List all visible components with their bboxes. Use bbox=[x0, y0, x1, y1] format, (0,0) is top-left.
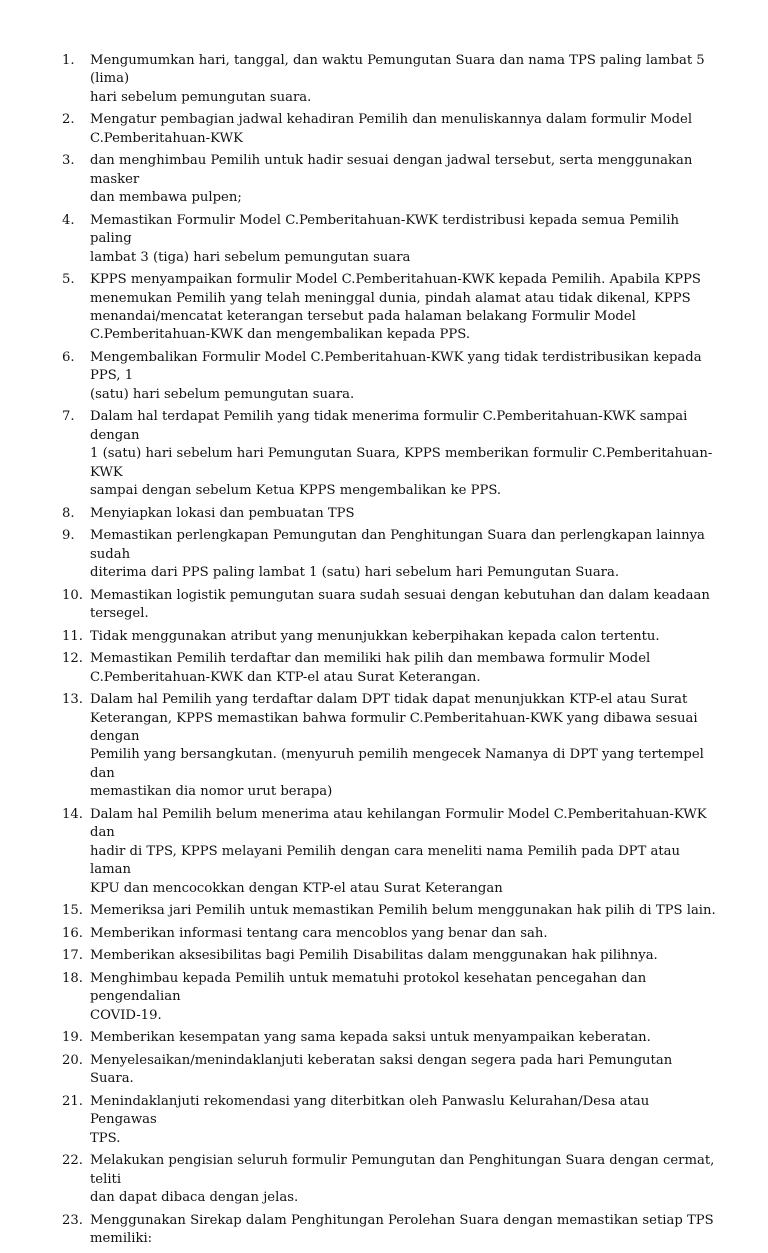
list-item-line: Melakukan pengisian seluruh formulir Pemungutan dan Penghitungan Suara dengan cermat, teliti bbox=[90, 1153, 715, 1187]
list-item-text bbox=[90, 527, 720, 582]
list-item-line: C.Pemberitahuan-KWK bbox=[90, 130, 243, 146]
list-item-line: Mengumumkan hari, tanggal, dan waktu Pemungutan Suara dan nama TPS paling lambat 5 (lima) bbox=[90, 53, 705, 87]
list-item-text bbox=[90, 212, 720, 267]
list-item bbox=[0, 111, 768, 148]
list-item-line: KPU dan mencocokkan dengan KTP-el atau Surat Keterangan bbox=[90, 880, 503, 896]
list-item-number-text: 6. bbox=[62, 350, 75, 366]
list-item-number-text: 21. bbox=[62, 1093, 83, 1109]
list-item-line: Memastikan Formulir Model C.Pemberitahuan-KWK terdistribusi kepada semua Pemilih paling bbox=[90, 212, 680, 247]
list-item-line: 1 (satu) hari sebelum hari Pemungutan Suara, KPPS memberikan formulir C.Pemberitahuan-KWK bbox=[90, 446, 713, 480]
list-item-line: Mengembalikan Formulir Model C.Pemberitahuan-KWK yang tidak terdistribusikan kepada PPS, 1 bbox=[90, 350, 702, 384]
list-item-number bbox=[0, 628, 90, 646]
list-item-line: Menyelesaikan/menindaklanjuti keberatan saksi dengan segera pada hari Pemungutan Suara. bbox=[90, 1052, 673, 1087]
list-item-number bbox=[0, 1152, 90, 1207]
list-item-line: Menyiapkan lokasi dan pembuatan TPS bbox=[90, 505, 355, 521]
list-item-number-text: 19. bbox=[62, 1030, 83, 1046]
list-item-number-text: 10. bbox=[62, 587, 83, 603]
list-item-number-text: 7. bbox=[62, 409, 75, 425]
list-item-text bbox=[90, 925, 720, 943]
list-item-number bbox=[0, 152, 90, 207]
list-item-number bbox=[0, 505, 90, 523]
list-item-text bbox=[90, 1152, 720, 1207]
list-item-line: Memeriksa jari Pemilih untuk memastikan Pemilih belum menggunakan hak pilih di TPS lain. bbox=[90, 903, 716, 919]
list-item-line: Pemilih yang bersangkutan. (menyuruh pemilih mengecek Namanya di DPT yang tertempel dan bbox=[90, 747, 704, 781]
list-item-text bbox=[90, 650, 720, 687]
list-item-line: Memastikan Pemilih terdaftar dan memiliki hak pilih dan membawa formulir Model bbox=[90, 651, 651, 667]
list-item-number bbox=[0, 691, 90, 801]
list-item-text bbox=[90, 152, 720, 207]
list-item-number bbox=[0, 1052, 90, 1089]
list-item-number bbox=[0, 212, 90, 267]
list-item-number-text: 1. bbox=[62, 53, 75, 68]
list-item-number-text: 12. bbox=[62, 651, 83, 667]
list-item-number bbox=[0, 349, 90, 404]
list-item-text bbox=[90, 970, 720, 1025]
list-item-line: Dalam hal Pemilih belum menerima atau kehilangan Formulir Model C.Pemberitahuan-KWK dan bbox=[90, 806, 707, 841]
list-item bbox=[0, 152, 768, 207]
list-item-text bbox=[90, 408, 720, 500]
list-item-text bbox=[90, 587, 720, 624]
list-item-number-text: 2. bbox=[62, 112, 75, 128]
list-item-number-text: 23. bbox=[62, 1212, 83, 1228]
list-item-number bbox=[0, 271, 90, 345]
list-item-line: Menggunakan Sirekap dalam Penghitungan Perolehan Suara dengan memastikan setiap TPS bbox=[90, 1212, 714, 1228]
list-item-line: menandai/mencatat keterangan tersebut pada halaman belakang Formulir Model bbox=[90, 309, 636, 325]
list-item-line: Memberikan aksesibilitas bagi Pemilih Disabilitas dalam menggunakan hak pilihnya. bbox=[90, 948, 658, 964]
list-item-line: Mengatur pembagian jadwal kehadiran Pemilih dan menuliskannya dalam formulir Model bbox=[90, 112, 693, 128]
list-item-number bbox=[0, 587, 90, 624]
list-item-text bbox=[90, 1093, 720, 1148]
list-item-number bbox=[0, 806, 90, 898]
list-item bbox=[0, 947, 768, 965]
list-item-number-text: 8. bbox=[62, 505, 75, 521]
list-item-text bbox=[90, 271, 720, 345]
list-item bbox=[0, 1052, 768, 1089]
list-item-text bbox=[90, 1052, 720, 1089]
list-item-number-text: 17. bbox=[62, 948, 83, 964]
list-item-line: Tidak menggunakan atribut yang menunjukkan keberpihakan kepada calon tertentu. bbox=[90, 628, 660, 644]
list-item-number-text: 13. bbox=[62, 692, 83, 708]
numbered-list bbox=[0, 52, 768, 1253]
list-item bbox=[0, 271, 768, 345]
list-item-line: Dalam hal Pemilih yang terdaftar dalam DPT tidak dapat menunjukkan KTP-el atau Surat bbox=[90, 692, 688, 708]
list-item bbox=[0, 408, 768, 500]
list-item-number-text: 22. bbox=[62, 1153, 83, 1169]
list-item-number bbox=[0, 947, 90, 965]
list-item-number-text: 18. bbox=[62, 970, 83, 986]
list-item-line: Menindaklanjuti rekomendasi yang diterbitkan oleh Panwaslu Kelurahan/Desa atau Pengawas bbox=[90, 1093, 650, 1128]
list-item-line: lambat 3 (tiga) hari sebelum pemungutan suara bbox=[90, 249, 411, 265]
list-item bbox=[0, 527, 768, 582]
list-item-text bbox=[90, 505, 720, 523]
list-item-text bbox=[90, 1212, 720, 1249]
list-item-line: memastikan dia nomor urut berapa) bbox=[90, 784, 333, 800]
list-item bbox=[0, 925, 768, 943]
list-item bbox=[0, 806, 768, 898]
list-item-number bbox=[0, 527, 90, 582]
list-item-number-text: 16. bbox=[62, 925, 83, 941]
list-item-number-text: 3. bbox=[62, 153, 75, 169]
list-item-line: hadir di TPS, KPPS melayani Pemilih dengan cara meneliti nama Pemilih pada DPT atau laman bbox=[90, 843, 681, 878]
list-item-line: C.Pemberitahuan-KWK dan KTP-el atau Surat Keterangan. bbox=[90, 669, 481, 685]
list-item-line: dan menghimbau Pemilih untuk hadir sesuai dengan jadwal tersebut, serta menggunakan masker bbox=[90, 153, 693, 187]
list-item-text bbox=[90, 1029, 720, 1047]
list-item-text bbox=[90, 691, 720, 801]
list-item-line: TPS. bbox=[90, 1130, 121, 1146]
list-item-line: Dalam hal terdapat Pemilih yang tidak menerima formulir C.Pemberitahuan-KWK sampai dengan bbox=[90, 409, 688, 443]
list-item-line: Memberikan informasi tentang cara mencoblos yang benar dan sah. bbox=[90, 925, 548, 941]
list-item bbox=[0, 52, 768, 107]
list-item-number-text: 4. bbox=[62, 212, 75, 228]
list-item-number bbox=[0, 650, 90, 687]
list-item-number-text: 15. bbox=[62, 903, 83, 919]
list-item bbox=[0, 650, 768, 687]
list-item-text bbox=[90, 902, 720, 920]
list-item bbox=[0, 212, 768, 267]
list-item-line: C.Pemberitahuan-KWK dan mengembalikan kepada PPS. bbox=[90, 327, 471, 343]
list-item bbox=[0, 349, 768, 404]
list-item-number-text: 14. bbox=[62, 806, 83, 822]
list-item-number bbox=[0, 902, 90, 920]
list-item-line: dan membawa pulpen; bbox=[90, 190, 242, 206]
list-item-number bbox=[0, 970, 90, 1025]
list-item-text bbox=[90, 806, 720, 898]
list-item bbox=[0, 505, 768, 523]
list-item-line: memiliki: bbox=[90, 1231, 153, 1247]
list-item-text bbox=[90, 947, 720, 965]
list-item-number-text: 11. bbox=[62, 628, 83, 644]
list-item bbox=[0, 1152, 768, 1207]
list-item-line: Memberikan kesempatan yang sama kepada saksi untuk menyampaikan keberatan. bbox=[90, 1030, 651, 1046]
list-item bbox=[0, 628, 768, 646]
list-item-line: (satu) hari sebelum pemungutan suara. bbox=[90, 386, 355, 402]
list-item-number bbox=[0, 111, 90, 148]
list-item-line: Keterangan, KPPS memastikan bahwa formulir C.Pemberitahuan-KWK yang dibawa sesuai dengan bbox=[90, 710, 698, 745]
list-item-line: diterima dari PPS paling lambat 1 (satu) hari sebelum hari Pemungutan Suara. bbox=[90, 565, 620, 581]
list-item-number-text: 20. bbox=[62, 1052, 83, 1068]
list-item-number-text: 9. bbox=[62, 528, 75, 544]
list-item-line: dan dapat dibaca dengan jelas. bbox=[90, 1190, 299, 1206]
list-item-line: Memastikan perlengkapan Pemungutan dan Penghitungan Suara dan perlengkapan lainnya sudah bbox=[90, 528, 705, 562]
list-item-line: Memastikan logistik pemungutan suara sudah sesuai dengan kebutuhan dan dalam keadaan bbox=[90, 587, 710, 603]
list-item-number bbox=[0, 925, 90, 943]
list-item bbox=[0, 1029, 768, 1047]
list-item-line: tersegel. bbox=[90, 606, 149, 622]
list-item-number-text: 5. bbox=[62, 272, 75, 288]
list-item-text bbox=[90, 111, 720, 148]
list-item-line: KPPS menyampaikan formulir Model C.Pemberitahuan-KWK kepada Pemilih. Apabila KPPS bbox=[90, 272, 701, 288]
list-item bbox=[0, 691, 768, 801]
list-item-line: Menghimbau kepada Pemilih untuk mematuhi protokol kesehatan pencegahan dan pengendalian bbox=[90, 970, 647, 1005]
list-item-number bbox=[0, 1212, 90, 1249]
list-item-line: sampai dengan sebelum Ketua KPPS mengembalikan ke PPS. bbox=[90, 483, 502, 499]
list-item-text bbox=[90, 628, 720, 646]
list-item bbox=[0, 970, 768, 1025]
list-item-line: menemukan Pemilih yang telah meninggal dunia, pindah alamat atau tidak dikenal, KPPS bbox=[90, 290, 691, 306]
list-item-line: hari sebelum pemungutan suara. bbox=[90, 89, 312, 105]
list-item-number bbox=[0, 408, 90, 500]
list-item bbox=[0, 902, 768, 920]
list-item bbox=[0, 587, 768, 624]
list-item-line: COVID-19. bbox=[90, 1007, 162, 1023]
list-item-number bbox=[0, 1029, 90, 1047]
list-item bbox=[0, 1212, 768, 1249]
list-item-number bbox=[0, 52, 90, 107]
list-item-number bbox=[0, 1093, 90, 1148]
list-item-text bbox=[90, 52, 720, 107]
list-item bbox=[0, 1093, 768, 1148]
list-item-text bbox=[90, 349, 720, 404]
